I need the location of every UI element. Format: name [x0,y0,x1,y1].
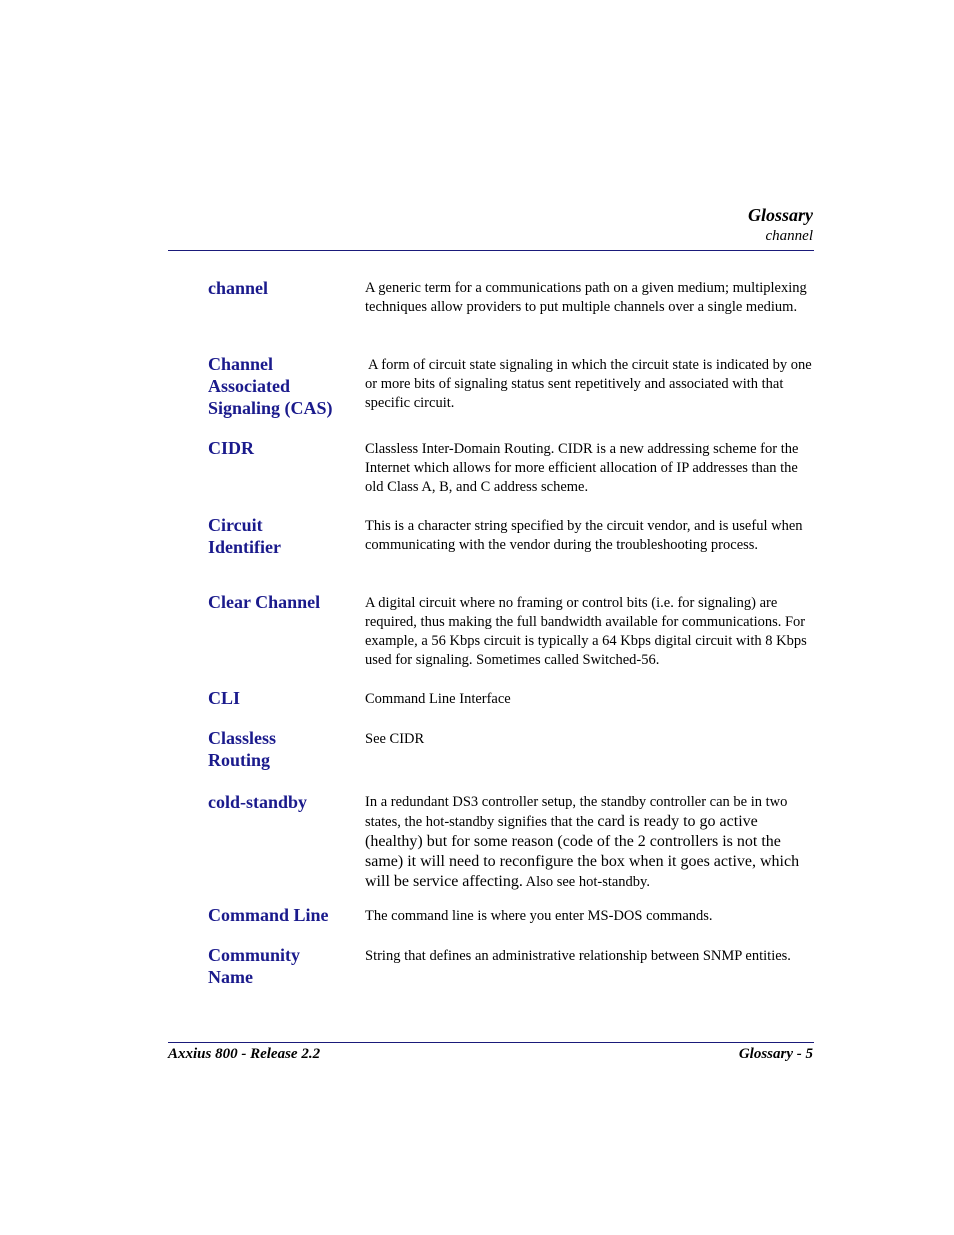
glossary-term: CLI [208,688,241,708]
page-header-title: Glossary [747,205,813,225]
glossary-definition: A generic term for a communications path on a given medium; multiplexing techniques allow providers to put multiple channels over a single medium. [365,280,807,315]
glossary-definition: Command Line Interface [365,691,511,707]
glossary-term: Classless Routing [208,728,277,770]
glossary-term: Command Line [208,905,329,925]
page-header-subtitle: channel [765,228,813,244]
glossary-term: Community Name [208,945,301,987]
header-rule [168,250,814,251]
footer-product: Axxius 800 - Release 2.2 [168,1046,321,1062]
glossary-definition: Classless Inter-Domain Routing. CIDR is a new addressing scheme for the Internet which allows for more efficient allocation of IP addresses than the old Class A, B, and C address scheme. [365,441,799,495]
glossary-definition: String that defines an administrative relationship between SNMP entities. [365,948,791,964]
glossary-term: CIDR [208,438,255,458]
glossary-definition: A form of circuit state signaling in which the circuit state is indicated by one or more bits of signaling status sent repetitively and associated with that specific circuit. [365,357,812,411]
glossary-term: cold-standby [208,792,308,812]
footer-rule [168,1042,814,1043]
glossary-definition: The command line is where you enter MS-DOS commands. [365,908,713,924]
glossary-definition: See CIDR [365,731,425,747]
glossary-term: channel [208,278,269,298]
footer-page-number: Glossary - 5 [738,1046,813,1062]
glossary-term: Clear Channel [208,592,321,612]
glossary-term: Circuit Identifier [208,515,281,557]
glossary-term: Channel Associated Signaling (CAS) [208,354,333,418]
glossary-definition: In a redundant DS3 controller setup, the standby controller can be in two states, the hot-standby signifies that the card is ready to go active (healthy) but for some reason (code of the 2 controllers is not the same) it will need to reconfigure the box when it goes active, which will be service affecting. Also see hot-standby. [365,794,800,890]
glossary-definition: This is a character string specified by the circuit vendor, and is useful when communicating with the vendor during the troubleshooting process. [365,518,803,553]
glossary-definition: A digital circuit where no framing or control bits (i.e. for signaling) are required, thus making the full bandwidth available for communications. For example, a 56 Kbps circuit is typically a 64 Kbps digital circuit with 8 Kbps used for signaling. Sometimes called Switched-56. [365,595,807,668]
